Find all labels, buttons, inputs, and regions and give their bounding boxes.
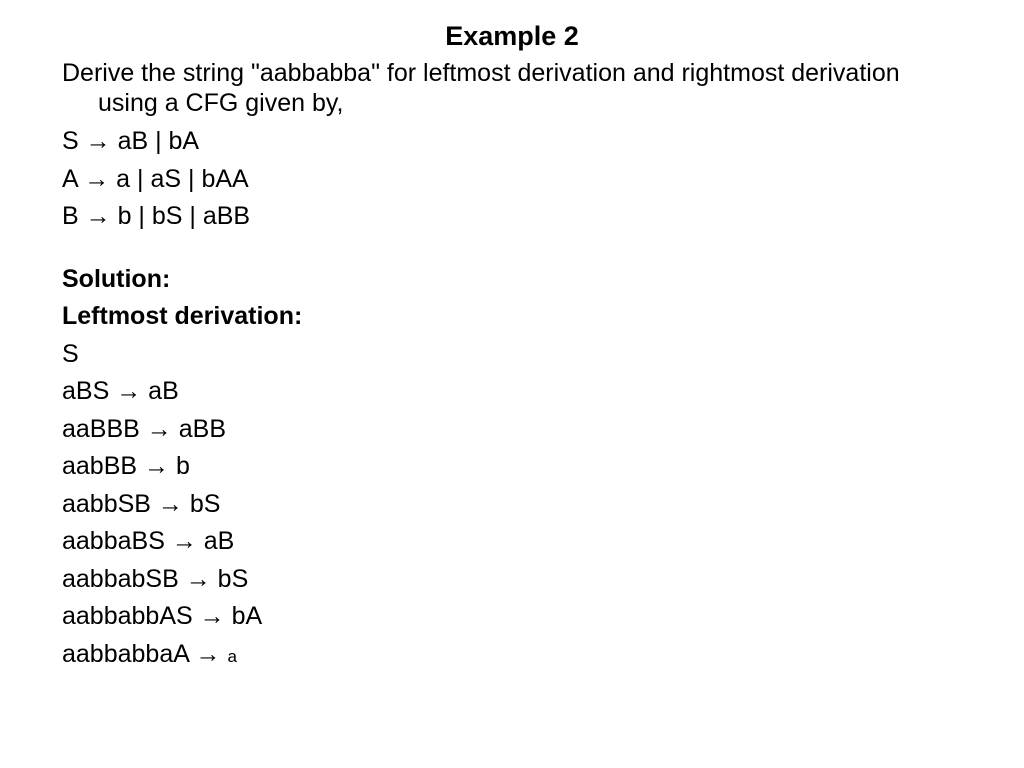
sentential-form: aabB <box>62 452 121 480</box>
derivation-step <box>62 373 962 411</box>
sentential-form: aB <box>62 377 93 405</box>
problem-statement: Derive the string "aabbabba" for leftmost derivation and rightmost derivation using a CFG given by, <box>62 59 900 117</box>
derivation-step <box>62 486 962 524</box>
derivation-step <box>62 411 962 449</box>
derivation-step <box>62 448 962 486</box>
production-rule: S → bA <box>176 602 263 630</box>
production-rule: S → aB <box>148 527 235 555</box>
solution-heading: Solution: <box>62 264 171 293</box>
production-rule: B → bS <box>134 489 221 518</box>
production-rule: S → aB <box>92 377 179 405</box>
rule-body: a <box>227 646 237 666</box>
production-rule <box>173 640 237 668</box>
production-rule: B → b <box>120 452 190 480</box>
derivation-step <box>62 636 962 674</box>
sentential-form: aabbabbA <box>62 602 177 630</box>
grammar-rule-b: B → b | bS | aBB <box>62 202 251 230</box>
slide-title: Example 2 <box>445 21 579 51</box>
start-symbol: S <box>62 339 79 368</box>
sentential-form: aabbabba <box>62 639 174 668</box>
production-rule: B → bS <box>162 564 249 593</box>
derivation-step <box>62 561 962 599</box>
derivation-step <box>62 598 962 636</box>
sentential-form: aaBB <box>62 414 124 443</box>
rule-head: A → <box>173 639 221 668</box>
derivation-step <box>62 523 962 561</box>
sentential-form: aabbS <box>62 489 135 518</box>
sentential-form: aabbabS <box>62 564 163 593</box>
grammar-rule-a: A → a | aS | bAA <box>62 164 249 193</box>
grammar-rule-s: S → aB | bA <box>62 127 200 155</box>
leftmost-heading: Leftmost derivation: <box>62 302 303 330</box>
slide-content <box>62 58 962 673</box>
sentential-form: aabbaB <box>62 527 149 555</box>
production-rule: B → aBB <box>123 414 226 443</box>
